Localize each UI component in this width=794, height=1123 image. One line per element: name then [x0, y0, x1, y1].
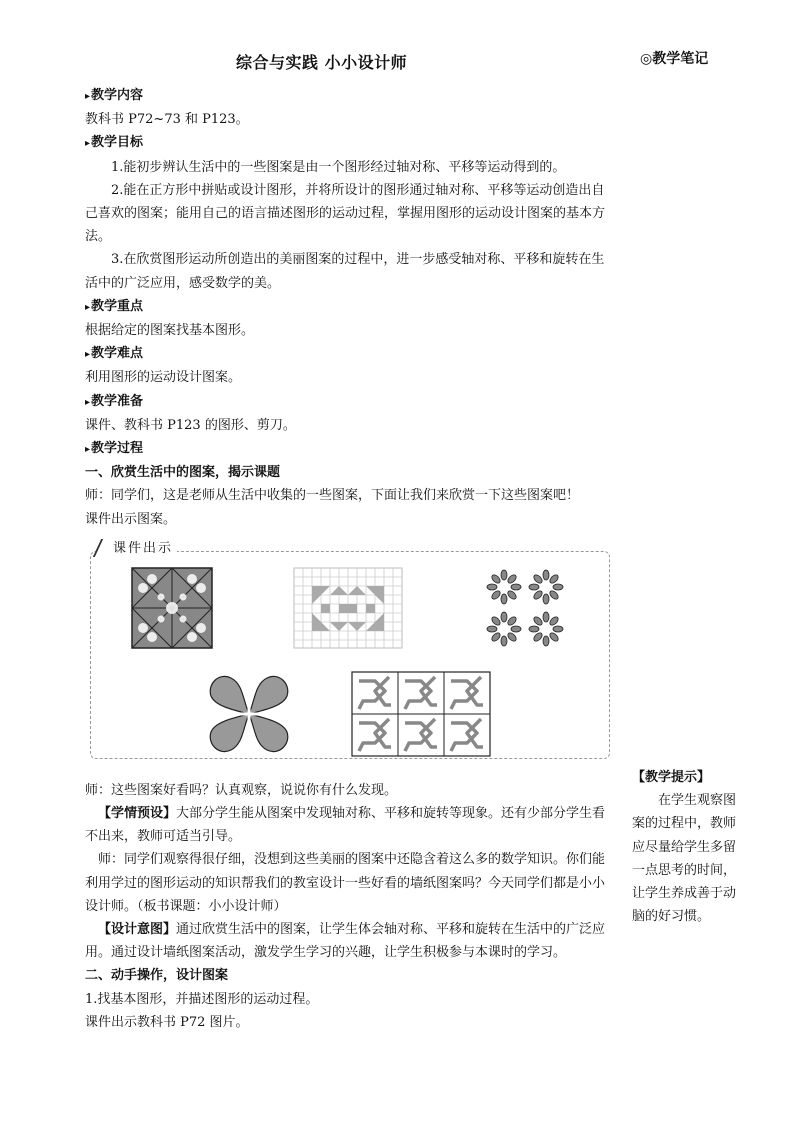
design-intent-tag: 【设计意图】	[98, 922, 177, 938]
para-2: 课件出示图案。	[85, 511, 177, 527]
teaching-tip-heading: 【教学提示】	[632, 770, 711, 785]
heading-goals: ▸ 教学目标	[85, 131, 613, 155]
goal-1: 1.能初步辨认生活中的一些图案是由一个图形经过轴对称、平移等运动得到的。	[111, 159, 566, 175]
difficulties-text: 利用图形的运动设计图案。	[85, 370, 242, 386]
courseware-tag: 课件出示	[97, 537, 177, 560]
key-points-text: 根据给定的图案找基本图形。	[85, 323, 255, 339]
para-4	[85, 802, 613, 848]
heading-content: ▸ 教学内容	[85, 84, 613, 108]
main-content	[85, 84, 613, 1034]
page-title: 综合与实践 小小设计师	[236, 53, 408, 72]
heading-difficulties: ▸ 教学难点	[85, 342, 613, 366]
preset-text: 大部分学生能从图案中发现轴对称、平移和旋转等现象。还有少部分学生看不出来，教师可适当引导。	[85, 806, 606, 845]
para-1: 师：同学们，这是老师从生活中收集的一些图案，下面让我们来欣赏一下这些图案吧！	[85, 488, 580, 504]
para-3: 师：这些图案好看吗？认真观察，说说你有什么发现。	[85, 782, 398, 798]
para-6	[85, 918, 613, 964]
pattern-grid-image	[293, 567, 403, 649]
heading-key-points: ▸ 教学重点	[85, 295, 613, 319]
teaching-notes-label: ◎教学笔记	[640, 51, 709, 67]
para-7: 1.找基本图形，并描述图形的运动过程。	[85, 991, 319, 1007]
content-text: 教科书 P72~73 和 P123。	[85, 112, 249, 128]
heading-preparation: ▸ 教学准备	[85, 390, 613, 414]
part-1-heading: 一、欣赏生活中的图案，揭示课题	[85, 465, 281, 481]
pattern-ovals-image	[483, 567, 569, 649]
preparation-text: 课件、教科书 P123 的图形、剪刀。	[85, 417, 296, 433]
heart-clover-image	[201, 671, 297, 757]
goal-3: 3.在欣赏图形运动所创造出的美丽图案的过程中，进一步感受轴对称、平移和旋转在生活中的广泛应用，感受数学的美。	[85, 252, 605, 291]
para-8: 课件出示教科书 P72 图片。	[85, 1014, 249, 1030]
heading-process: ▸ 教学过程	[85, 437, 613, 461]
teaching-tip-sidebar	[632, 766, 740, 928]
wallpaper-tile-image	[351, 671, 491, 757]
preset-tag: 【学情预设】	[98, 806, 177, 822]
teaching-tip-text: 在学生观察图案的过程中，教师应尽量给学生多留一点思考的时间，让学生养成善于动脑的好习惯。	[632, 793, 737, 925]
para-5: 师：同学们观察得很仔细，没想到这些美丽的图案中还隐含着这么多的数学知识。你们能利用学过的图形运动的知识帮我们的教室设计一些好看的墙纸图案吗？今天同学们都是小小设计师。（板书课题：小小设计师）	[85, 852, 606, 914]
design-intent-text: 通过欣赏生活中的图案，让学生体会轴对称、平移和旋转在生活中的广泛应用。通过设计墙纸图案活动，激发学生学习的兴趣，让学生积极参与本课时的学习。	[85, 922, 606, 961]
pattern-square-image	[131, 567, 213, 649]
goal-2: 2.能在正方形中拼贴或设计图形，并将所设计的图形通过轴对称、平移等运动创造出自己喜欢的图案；能用自己的语言描述图形的运动过程，掌握用图形的运动设计图案的基本方法。	[85, 182, 606, 245]
courseware-box	[85, 537, 613, 773]
part-2-heading: 二、动手操作，设计图案	[85, 968, 229, 984]
